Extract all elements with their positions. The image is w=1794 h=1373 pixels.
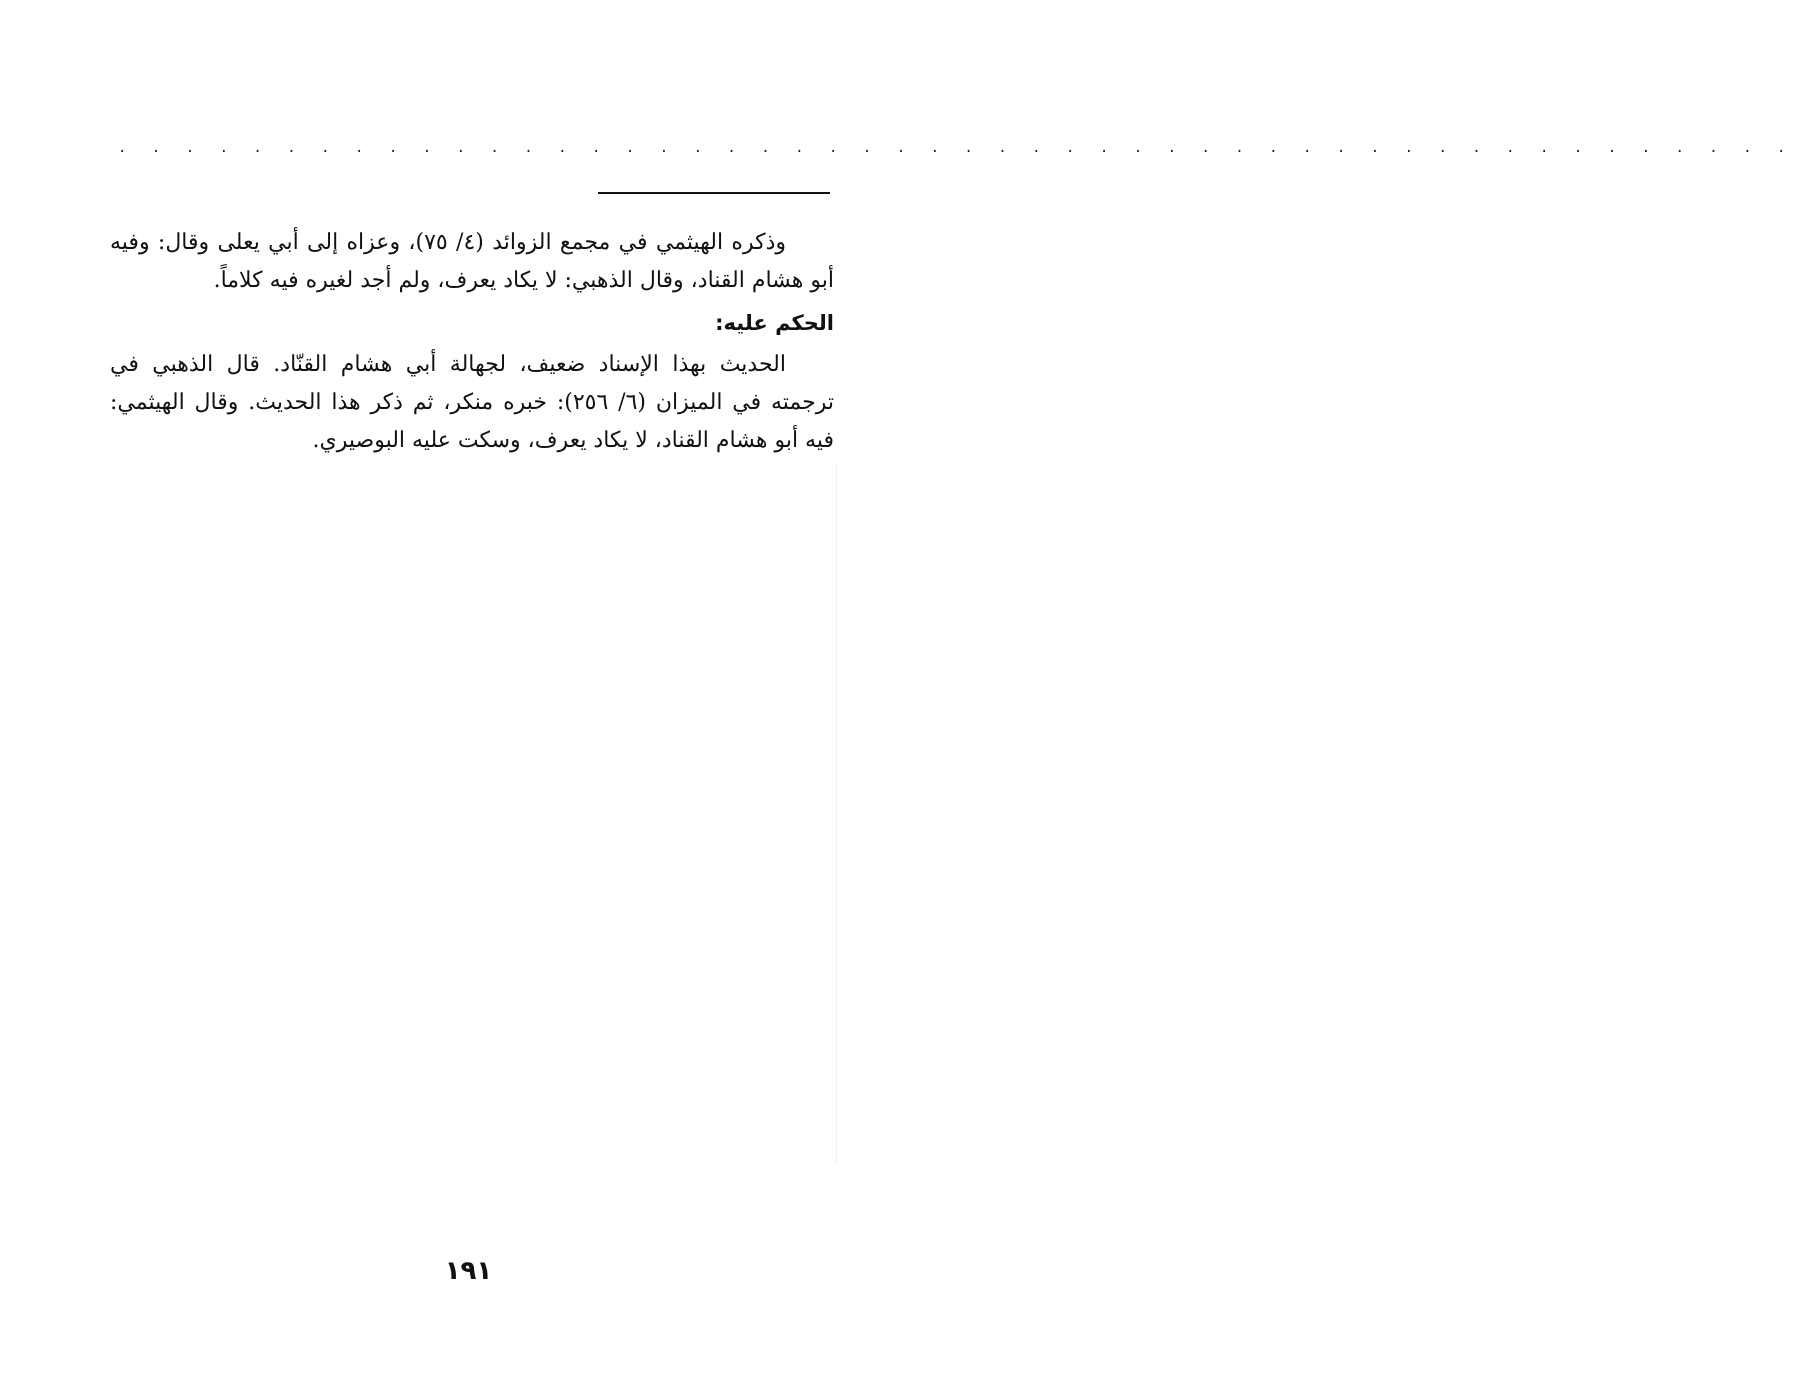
dotted-separator: . . . . . . . . . . . . . . . . . . . . . . . . . . . . . . . . . . . . . . . . . . . . . . . . . . [118,140,1794,156]
section-heading-ruling: الحكم عليه: [715,311,834,335]
paragraph-ruling: الحديث بهذا الإسناد ضعيف، لجهالة أبي هشام القنّاد. قال الذهبي في ترجمته في الميزان (٦/ ٢٥٦): خبره منكر، ثم ذكر هذا الحديث. وقال الهيثمي: فيه أبو هشام القناد، لا يكاد يعرف، وسكت عليه البوصيري. [110,352,835,453]
page-number: ١٩١ [444,1256,493,1286]
paragraph-hadith-source: وذكره الهيثمي في مجمع الزوائد (٤/ ٧٥)، وعزاه إلى أبي يعلى وقال: وفيه أبو هشام القناد، وقال الذهبي: لا يكاد يعرف، ولم أجد لغيره فيه كلاماً. [110,230,834,293]
scan-artifact-line [836,464,837,1164]
footnote-rule [598,192,830,194]
